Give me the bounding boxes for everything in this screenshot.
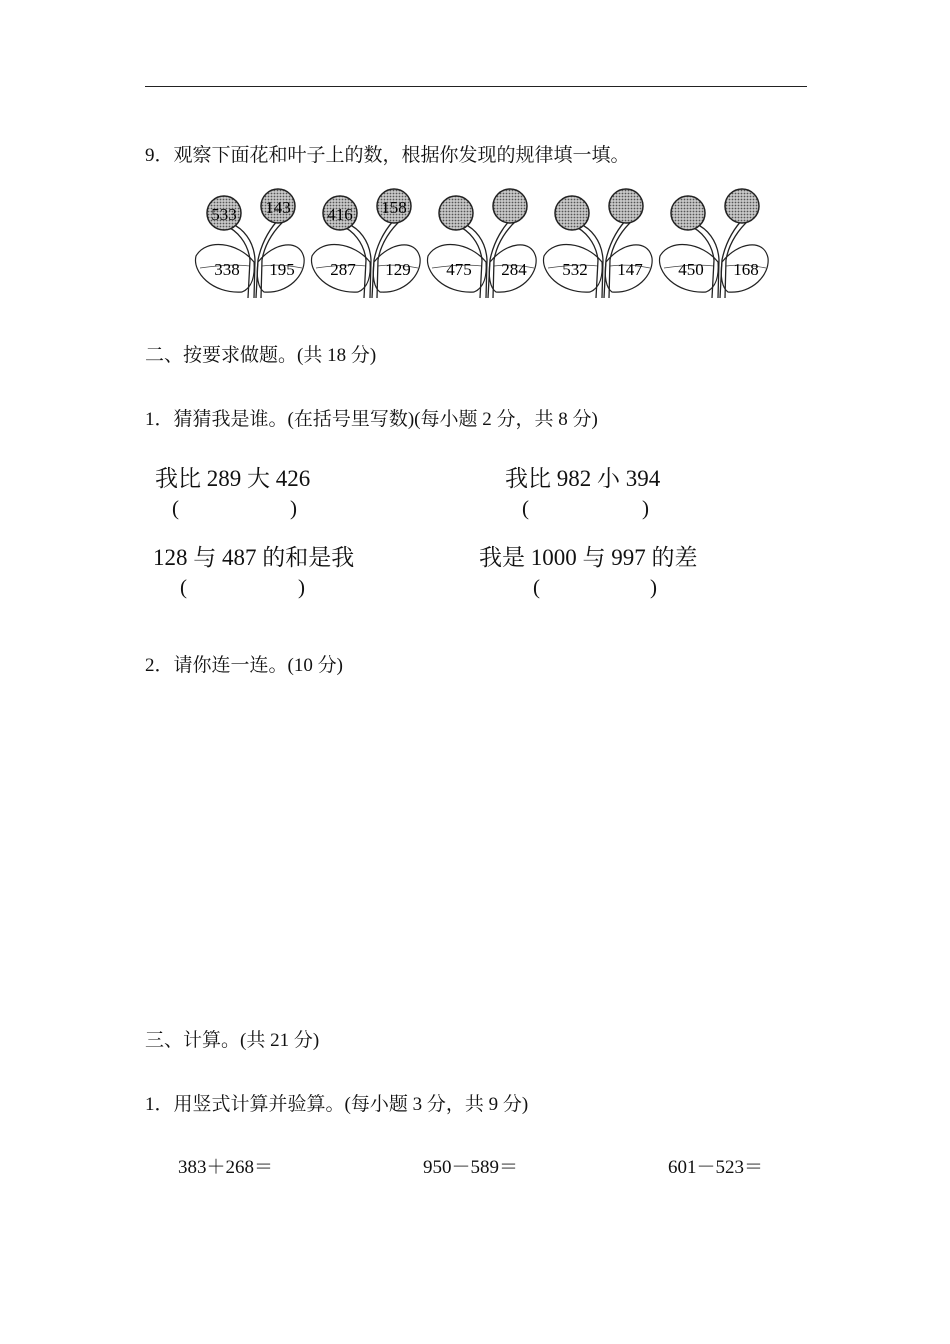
flower-right bbox=[725, 189, 759, 223]
leaf-left-number: 475 bbox=[446, 260, 472, 279]
leaf-right-number: 147 bbox=[617, 260, 643, 279]
calc-problem-3: 601－523＝ bbox=[668, 1157, 764, 1178]
answer-1-close-paren: ) bbox=[290, 496, 297, 520]
section-3-heading: 三、计算。(共 21 分) bbox=[145, 1030, 320, 1051]
leaf-left-number: 450 bbox=[678, 260, 704, 279]
leaf-right-number: 168 bbox=[733, 260, 759, 279]
plant-1 bbox=[195, 189, 304, 298]
leaf-left-number: 532 bbox=[562, 260, 588, 279]
flower-right bbox=[609, 189, 643, 223]
leaf-right-number: 195 bbox=[269, 260, 295, 279]
flower-right-number: 143 bbox=[265, 198, 291, 217]
leaf-right-number: 284 bbox=[501, 260, 527, 279]
header-rule bbox=[145, 86, 807, 87]
guess-item-2: 我比 982 小 394 bbox=[505, 466, 661, 491]
plant-4 bbox=[543, 189, 652, 298]
plant-3 bbox=[427, 189, 536, 298]
leaf-right-number: 129 bbox=[385, 260, 411, 279]
section-2-q1-text: 1．猜猜我是谁。(在括号里写数)(每小题 2 分，共 8 分) bbox=[145, 409, 598, 430]
flower-leaf-figure bbox=[180, 180, 780, 305]
flower-left bbox=[555, 196, 589, 230]
question-9-text: 9．观察下面花和叶子上的数，根据你发现的规律填一填。 bbox=[145, 145, 630, 166]
answer-1-open-paren: ( bbox=[172, 496, 179, 520]
plant-5 bbox=[659, 189, 768, 298]
flower-left-number: 533 bbox=[211, 205, 237, 224]
plant-2 bbox=[311, 189, 420, 298]
flower-right bbox=[493, 189, 527, 223]
calc-problem-2: 950－589＝ bbox=[423, 1157, 519, 1178]
answer-2-open-paren: ( bbox=[522, 496, 529, 520]
answer-4-close-paren: ) bbox=[650, 575, 657, 599]
guess-item-4: 我是 1000 与 997 的差 bbox=[479, 545, 698, 570]
leaf-left-number: 338 bbox=[214, 260, 240, 279]
section-3-q1-text: 1．用竖式计算并验算。(每小题 3 分，共 9 分) bbox=[145, 1094, 529, 1115]
flower-left-number: 416 bbox=[327, 205, 353, 224]
answer-2-close-paren: ) bbox=[642, 496, 649, 520]
flower-left bbox=[671, 196, 705, 230]
section-2-q2-text: 2．请你连一连。(10 分) bbox=[145, 655, 343, 676]
section-2-heading: 二、按要求做题。(共 18 分) bbox=[145, 345, 377, 366]
flower-left bbox=[439, 196, 473, 230]
answer-3-open-paren: ( bbox=[180, 575, 187, 599]
guess-item-1: 我比 289 大 426 bbox=[155, 466, 311, 491]
answer-4-open-paren: ( bbox=[533, 575, 540, 599]
guess-item-3: 128 与 487 的和是我 bbox=[153, 545, 355, 570]
answer-3-close-paren: ) bbox=[298, 575, 305, 599]
flower-right-number: 158 bbox=[381, 198, 407, 217]
leaf-left-number: 287 bbox=[330, 260, 356, 279]
calc-problem-1: 383＋268＝ bbox=[178, 1157, 274, 1178]
